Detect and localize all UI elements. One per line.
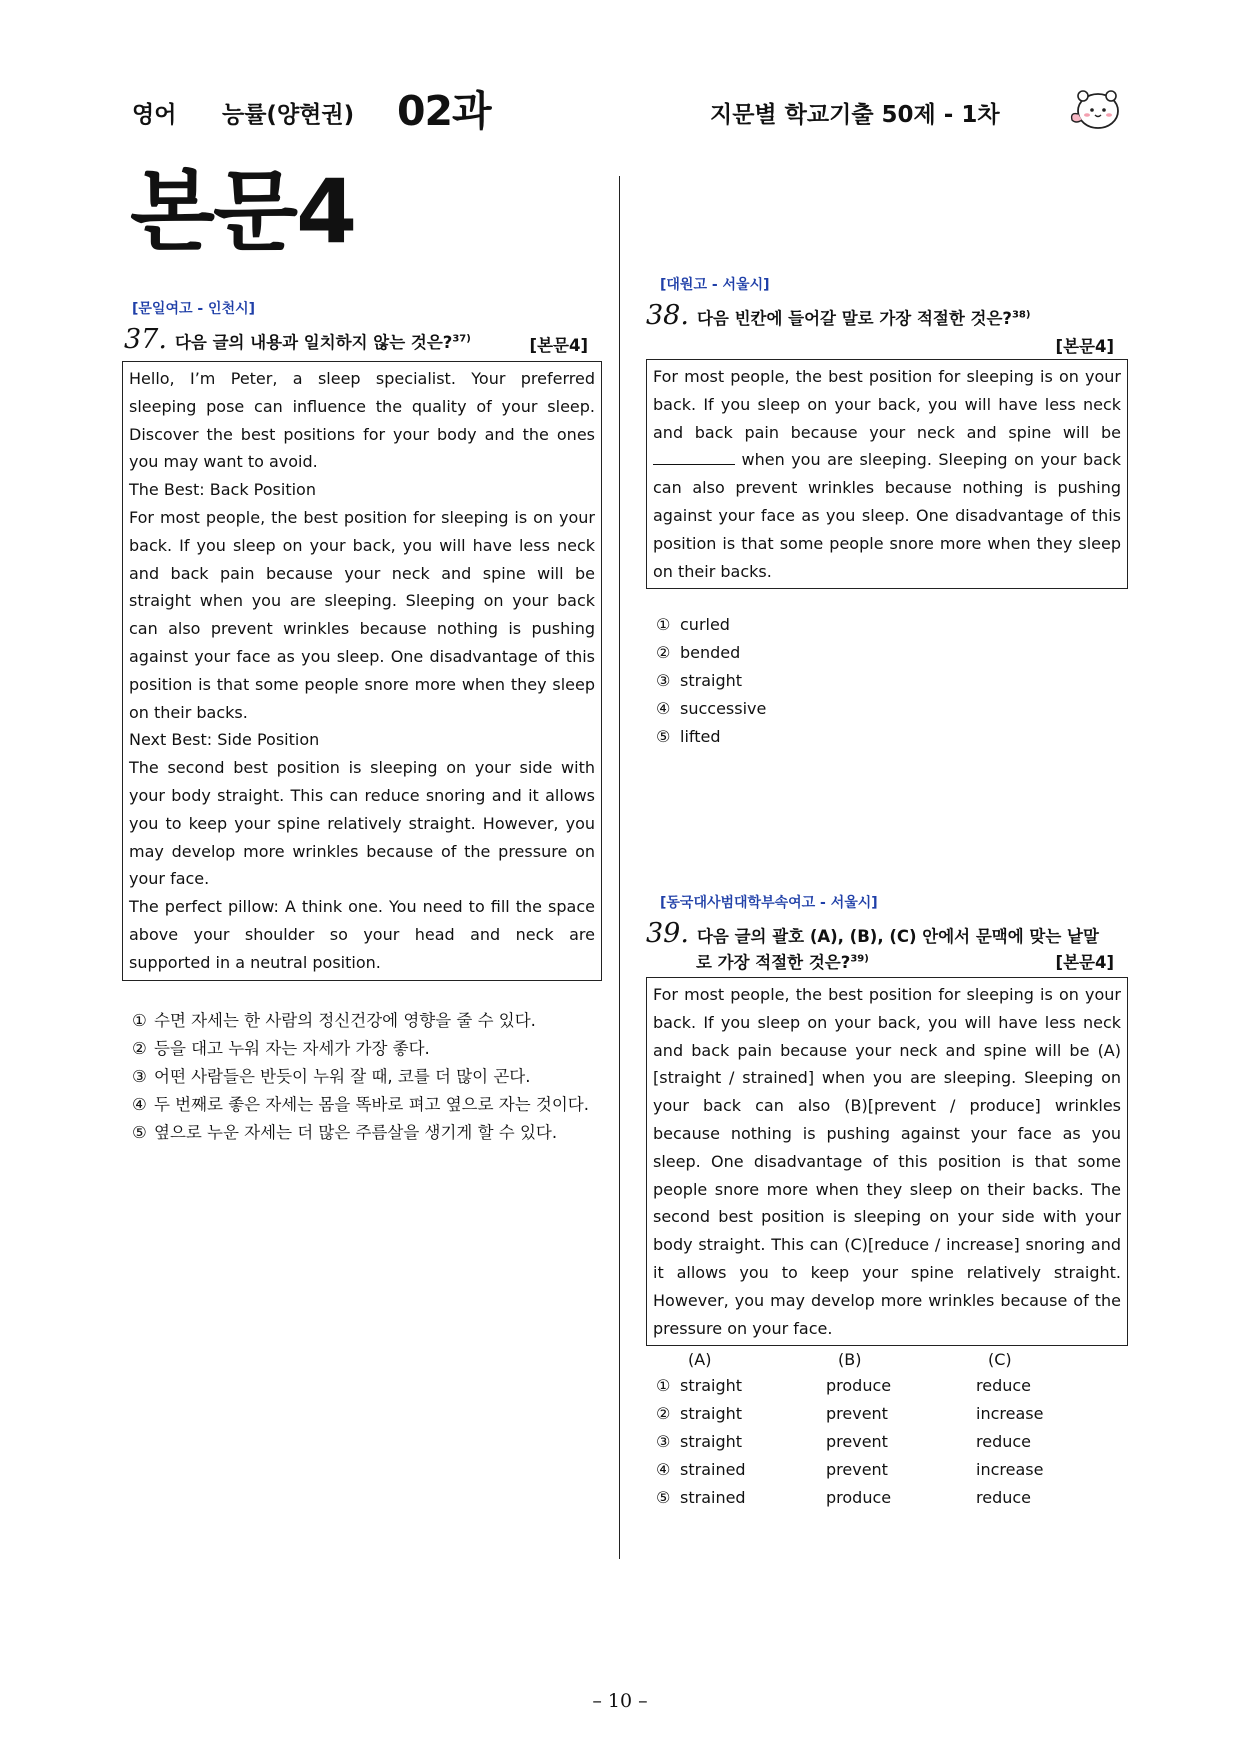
choice-number: ② <box>656 1404 671 1424</box>
choice-number: ③ <box>656 1431 671 1451</box>
answer-choice[interactable] <box>656 695 1128 723</box>
choice-number: ② <box>132 1038 147 1058</box>
choice-text: successive <box>680 698 767 718</box>
answer-choice[interactable] <box>656 723 1128 751</box>
choice-number: ④ <box>132 1094 147 1114</box>
page-number: – 10 – <box>592 1690 648 1712</box>
question-text: 다음 빈칸에 들어갈 말로 가장 적절한 것은? <box>696 309 1012 328</box>
choice-number: ② <box>656 643 671 663</box>
choice-number: ① <box>132 1010 147 1030</box>
passage-text-after: when you are sleeping. Sleeping on your back can also prevent wrinkles because nothing is pushing against your face as you sleep. One disadvantage of this position is that some people snore more when they sleep on their backs. <box>653 450 1121 581</box>
choice-text: 수면 자세는 한 사람의 정신건강에 영향을 줄 수 있다. <box>154 1010 536 1030</box>
answer-choice[interactable] <box>132 1091 602 1119</box>
choice-number: ③ <box>132 1066 147 1086</box>
answer-choice[interactable] <box>132 1063 602 1091</box>
passage-box <box>646 359 1128 589</box>
choice-text: straight <box>680 670 743 690</box>
choice-b: prevent <box>826 1404 888 1424</box>
choice-text: curled <box>680 615 730 635</box>
passage-paragraph: For most people, the best position for sleeping is on your back. If you sleep on your back, you will have less neck and back pain because your neck and spine will be straight when you are sleeping. Sleeping on your back can also prevent wrinkles because nothing is pushing against your face as you sleep. One disadvantage of this position is that some people snore more when they sleep on their backs. <box>129 507 595 722</box>
answer-choice[interactable] <box>656 1456 1128 1484</box>
series-label: 지문별 학교기출 50제 - 1차 <box>710 102 1000 128</box>
choice-a: straight <box>680 1404 743 1424</box>
answer-choice[interactable] <box>656 667 1128 695</box>
choice-a: straight <box>680 1376 743 1396</box>
answer-blank <box>653 448 735 465</box>
passage-text-before: For most people, the best position for sleeping is on your back. If you sleep on your back, you will have less neck and back pain because your neck and spine will be <box>653 367 1121 442</box>
column-header-c: (C) <box>988 1350 1012 1370</box>
choice-text: 옆으로 누운 자세는 더 많은 주름살을 생기게 할 수 있다. <box>154 1122 558 1142</box>
choice-b: prevent <box>826 1431 888 1451</box>
passage-paragraph: Hello, I’m Peter, a sleep specialist. Your preferred sleeping pose can influence the quality of your sleep. Discover the best positions for your body and the ones you may want to avoid. <box>129 369 595 472</box>
subject-label: 영어 <box>132 102 177 128</box>
answer-choice[interactable] <box>132 1007 602 1035</box>
question-number: 37. <box>124 324 167 355</box>
passage-tag: [본문4] <box>1055 337 1114 356</box>
choice-a: strained <box>680 1487 746 1507</box>
section-title: 본문4 <box>130 160 356 263</box>
choice-number: ⑤ <box>656 726 671 746</box>
choice-text: lifted <box>680 726 721 746</box>
choice-number: ④ <box>656 698 671 718</box>
mascot-icon <box>1068 84 1122 134</box>
column-header-b: (B) <box>838 1350 862 1370</box>
page-header <box>0 78 1240 138</box>
choice-c: reduce <box>976 1487 1032 1507</box>
question-source: [대원고 - 서울시] <box>660 277 770 293</box>
question-number: 38. <box>646 300 689 331</box>
question-prompt <box>646 300 1128 331</box>
choice-number: ⑤ <box>656 1487 671 1507</box>
answer-choices <box>646 611 1128 750</box>
column-header-a: (A) <box>688 1350 712 1370</box>
choice-text: 등을 대고 누워 자는 자세가 가장 좋다. <box>154 1038 430 1058</box>
passage-box <box>122 361 602 981</box>
passage-paragraph: The second best position is sleeping on your side with your body straight. This can reduce snoring and it allows you to keep your spine relatively straight. However, you may develop more wrinkles because of the pressure on your face. <box>129 758 595 889</box>
passage-paragraph: The perfect pillow: A think one. You need to fill the space above your shoulder so your head and neck are supported in a neutral position. <box>129 897 595 972</box>
choice-c: reduce <box>976 1376 1032 1396</box>
passage-heading: Next Best: Side Position <box>129 730 320 750</box>
passage-tag: [본문4] <box>1055 953 1114 972</box>
question-source: [동국대사범대학부속여고 - 서울시] <box>660 895 878 911</box>
choice-text: 어떤 사람들은 반듯이 누워 잘 때, 코를 더 많이 곤다. <box>154 1066 531 1086</box>
lesson-label: 02과 <box>397 87 491 135</box>
textbook-label: 능률(양현권) <box>222 102 355 128</box>
choice-c: increase <box>976 1404 1044 1424</box>
question-37 <box>122 298 602 1147</box>
passage-tag-row <box>646 333 1128 357</box>
question-prompt-continued <box>646 949 1128 973</box>
choice-a: straight <box>680 1431 743 1451</box>
choice-b: prevent <box>826 1459 888 1479</box>
column-divider <box>619 176 620 1559</box>
answer-choice[interactable] <box>656 1484 1128 1512</box>
passage-box <box>646 977 1128 1346</box>
choice-b: produce <box>826 1376 892 1396</box>
passage-tag: [본문4] <box>529 336 588 355</box>
choice-number: ① <box>656 615 671 635</box>
answer-choice[interactable] <box>132 1035 602 1063</box>
choice-text: bended <box>680 643 741 663</box>
answer-choice[interactable] <box>656 611 1128 639</box>
question-number: 39. <box>646 918 689 949</box>
footnote-marker: 39) <box>850 953 869 965</box>
answer-choice[interactable] <box>656 1372 1128 1400</box>
answer-choice[interactable] <box>656 1400 1128 1428</box>
choice-number: ④ <box>656 1459 671 1479</box>
choice-text: 두 번째로 좋은 자세는 몸을 똑바로 펴고 옆으로 자는 것이다. <box>154 1094 589 1114</box>
question-prompt <box>122 324 602 355</box>
question-38 <box>646 274 1128 750</box>
answer-choice[interactable] <box>656 1428 1128 1456</box>
choice-c: increase <box>976 1459 1044 1479</box>
choice-column-headers <box>646 1348 1128 1372</box>
question-text: 다음 글의 괄호 (A), (B), (C) 안에서 문맥에 맞는 낱말 <box>696 927 1099 946</box>
answer-choices <box>646 1372 1128 1511</box>
choice-b: produce <box>826 1487 892 1507</box>
choice-number: ① <box>656 1376 671 1396</box>
question-source: [문일여고 - 인천시] <box>132 301 256 317</box>
question-text: 다음 글의 내용과 일치하지 않는 것은? <box>174 333 453 352</box>
footnote-marker: 38) <box>1011 309 1031 321</box>
passage-heading: The Best: Back Position <box>129 480 316 500</box>
choice-c: reduce <box>976 1431 1032 1451</box>
choice-number: ③ <box>656 670 671 690</box>
answer-choice[interactable] <box>132 1119 602 1147</box>
answer-choices <box>122 1007 602 1147</box>
question-39 <box>646 892 1128 1511</box>
answer-choice[interactable] <box>656 639 1128 667</box>
passage-paragraph: For most people, the best position for sleeping is on your back. If you sleep on your back, you will have less neck and back pain because your neck and spine will be (A)[straight / strained] when you are sleeping. Sleeping on your back can also (B)[prevent / produce] wrinkles because nothing is pushing against your face as you sleep. One disadvantage of this position is that some people snore more when they sleep on their backs. The second best position is sleeping on your side with your body straight. This can (C)[reduce / increase] snoring and it allows you to keep your spine relatively straight. However, you may develop more wrinkles because of the pressure on your face. <box>653 985 1121 1338</box>
choice-a: strained <box>680 1459 746 1479</box>
question-prompt <box>646 918 1128 949</box>
choice-number: ⑤ <box>132 1122 147 1142</box>
question-text: 로 가장 적절한 것은? <box>696 953 851 972</box>
footnote-marker: 37) <box>452 333 471 345</box>
